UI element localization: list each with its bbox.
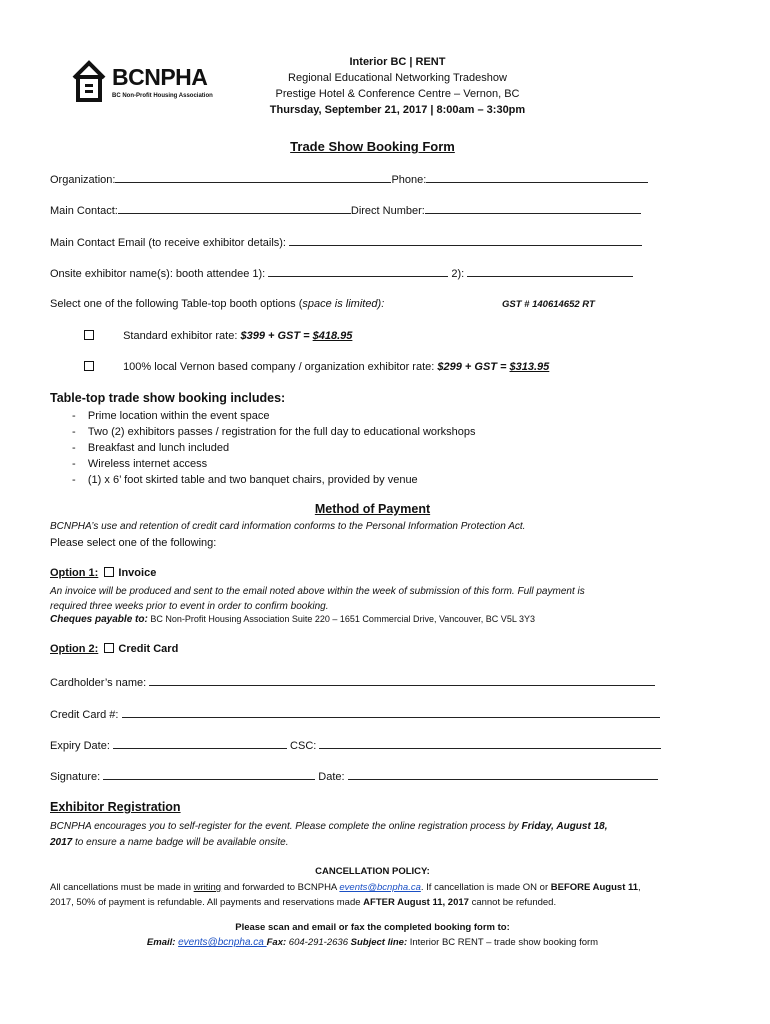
organization-label: Organization:	[50, 174, 116, 186]
card-number-row: Credit Card #:	[50, 708, 660, 721]
email-label: Main Contact Email (to receive exhibitor details):	[50, 237, 286, 249]
form-title: Trade Show Booking Form	[290, 139, 455, 154]
attendee-1-field[interactable]	[268, 267, 448, 277]
email-field[interactable]	[289, 236, 642, 246]
option-2-credit-card[interactable]: Option 2: Credit Card	[50, 643, 179, 655]
submit-heading: Please scan and email or fax the completed booking form to:	[235, 922, 510, 933]
logo-subtitle: BC Non-Profit Housing Association	[112, 93, 213, 99]
expiry-row: Expiry Date: CSC:	[50, 739, 661, 752]
cheques-text: Cheques payable to: BC Non-Profit Housing Association Suite 220 – 1651 Commercial Drive, Vancouver, BC V5L 3Y3	[50, 614, 536, 625]
header-line-3: Prestige Hotel & Conference Centre – Vernon, BC	[275, 88, 520, 100]
logo	[72, 60, 212, 104]
signature-field[interactable]	[103, 770, 315, 780]
card-number-field[interactable]	[122, 708, 660, 718]
privacy-text: BCNPHA’s use and retention of credit card information conforms to the Personal Information Protection Act.	[50, 521, 526, 532]
list-item: - (1) x 6’ foot skirted table and two banquet chairs, provided by venue	[72, 474, 418, 486]
house-logo-icon	[72, 60, 106, 102]
expiry-field[interactable]	[113, 739, 287, 749]
checkbox-invoice[interactable]	[104, 567, 114, 577]
phone-label: Phone:	[391, 174, 427, 186]
list-item: - Prime location within the event space	[72, 410, 270, 422]
list-item: - Wireless internet access	[72, 458, 208, 470]
booth-option-standard[interactable]: Standard exhibitor rate: $399 + GST = $418.95	[84, 330, 352, 342]
signature-row: Signature: Date:	[50, 770, 658, 783]
payment-heading: Method of Payment	[314, 502, 431, 516]
checkbox-standard[interactable]	[84, 330, 94, 340]
date-field[interactable]	[348, 770, 658, 780]
invoice-text: An invoice will be produced and sent to the email noted above within the week of submission of this form. Full payment is required three weeks prior to event in order to confirm booking.	[50, 586, 585, 612]
onsite-row	[50, 267, 633, 280]
header-line-4: Thursday, September 21, 2017 | 8:00am – 3:30pm	[269, 104, 526, 116]
option-1-invoice[interactable]: Option 1: Invoice	[50, 567, 157, 579]
organization-field[interactable]	[115, 173, 391, 183]
main-contact-field[interactable]	[118, 204, 351, 214]
booth-prompt: Select one of the following Table-top booth options (space is limited):	[50, 298, 385, 310]
main-contact-label: Main Contact:	[50, 205, 118, 217]
list-item: - Breakfast and lunch included	[72, 442, 230, 454]
checkbox-local[interactable]	[84, 361, 94, 371]
logo-name: BCNPHA	[112, 64, 208, 90]
submit-email-link[interactable]: events@bcnpha.ca	[178, 937, 267, 948]
includes-heading: Table-top trade show booking includes:	[50, 391, 286, 405]
booth-option-local[interactable]: 100% local Vernon based company / organization exhibitor rate: $299 + GST = $313.95	[84, 361, 549, 373]
cancellation-text: All cancellations must be made in writing and forwarded to BCNPHA events@bcnpha.ca. If cancellation is made ON or BEFORE August 11, 2017, 50% of payment is refundable. All payments and reservations made AFTER August 11, 2017 cannot be refunded.	[50, 882, 641, 908]
attendee-2-field[interactable]	[467, 267, 633, 277]
checkbox-credit-card[interactable]	[104, 643, 114, 653]
cardholder-row: Cardholder’s name:	[50, 676, 655, 689]
csc-field[interactable]	[319, 739, 661, 749]
onsite-label: Onsite exhibitor name(s): booth attendee 1):	[50, 268, 266, 280]
header-line-2: Regional Educational Networking Tradeshow	[288, 72, 507, 84]
phone-field[interactable]	[426, 173, 648, 183]
cancellation-heading: CANCELLATION POLICY:	[315, 866, 430, 877]
list-item: - Two (2) exhibitors passes / registration for the full day to educational workshops	[72, 426, 476, 438]
direct-number-label: Direct Number:	[350, 205, 425, 217]
select-text: Please select one of the following:	[50, 537, 217, 549]
cancellation-email-link[interactable]: events@bcnpha.ca	[339, 882, 421, 893]
gst-number: GST # 140614652 RT	[502, 299, 595, 310]
registration-heading: Exhibitor Registration	[50, 800, 181, 814]
header-line-1: Interior BC | RENT	[349, 56, 446, 68]
includes-list	[72, 408, 476, 488]
email-row	[50, 236, 642, 249]
submit-contact: Email: events@bcnpha.ca Fax: 604-291-2636 Subject line: Interior BC RENT – trade show booking form	[146, 937, 599, 948]
main-contact-row	[50, 204, 641, 217]
cardholder-field[interactable]	[149, 676, 655, 686]
attendee-2-label: 2):	[451, 268, 465, 280]
direct-number-field[interactable]	[425, 204, 641, 214]
organization-row	[50, 173, 648, 186]
registration-text: BCNPHA encourages you to self-register for the event. Please complete the online registration process by Friday, August 18, 2017 to ensure a name badge will be available onsite.	[50, 821, 608, 848]
